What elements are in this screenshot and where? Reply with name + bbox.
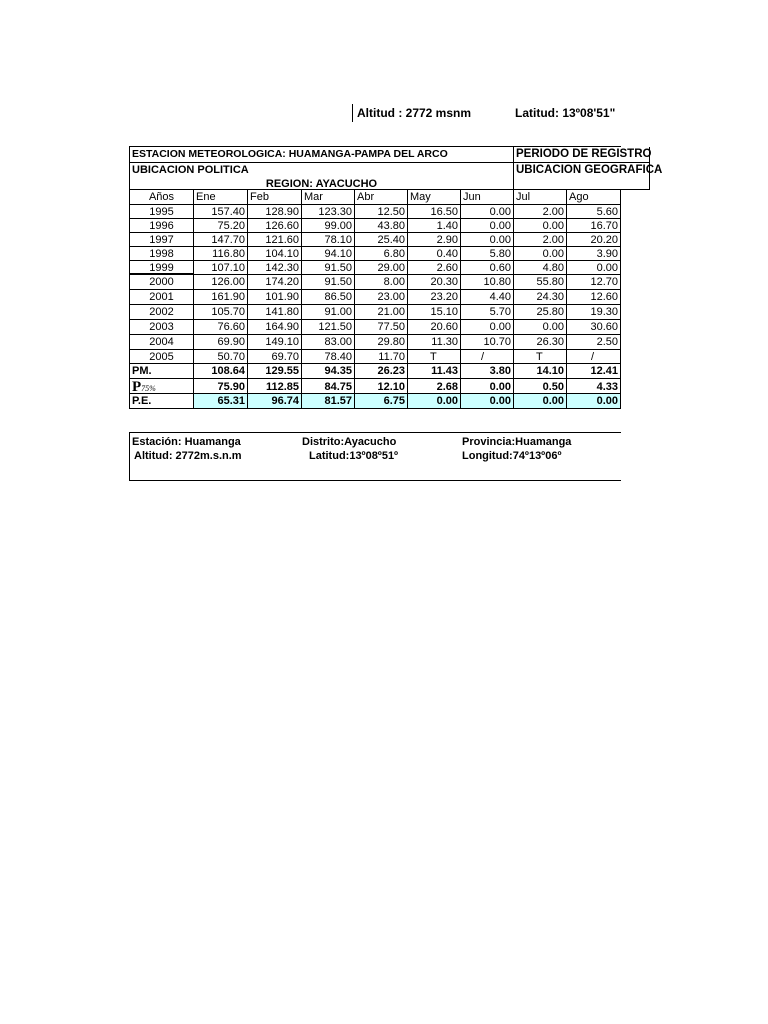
value-cell: 12.70: [567, 275, 621, 290]
value-cell: 126.60: [248, 219, 302, 233]
footer-provincia: Provincia:Huamanga: [462, 436, 572, 448]
p75-value: 75.90: [194, 379, 248, 394]
value-cell: 78.40: [302, 350, 355, 364]
value-cell: 4.40: [461, 290, 514, 305]
value-cell: 6.80: [355, 247, 408, 261]
p75-letter: P: [132, 379, 142, 395]
col-header-feb: Feb: [248, 190, 302, 205]
value-cell: 69.70: [248, 350, 302, 364]
col-header-jul: Jul: [514, 190, 567, 205]
p75-value: 112.85: [248, 379, 302, 394]
value-cell: 3.90: [567, 247, 621, 261]
p75-row: [130, 379, 650, 394]
pm-row: [130, 364, 650, 379]
value-cell: 50.70: [194, 350, 248, 364]
value-cell: 10.70: [461, 335, 514, 350]
value-cell: 161.90: [194, 290, 248, 305]
table-row: [130, 305, 650, 320]
value-cell: 99.00: [302, 219, 355, 233]
table-row: [130, 205, 650, 219]
year-cell: 1997: [130, 233, 194, 247]
pe-value: 6.75: [355, 394, 408, 409]
col-header-ago: Ago: [567, 190, 621, 205]
value-cell: 0.00: [514, 247, 567, 261]
value-cell: 2.00: [514, 205, 567, 219]
value-cell: 20.60: [408, 320, 461, 335]
pm-value: 12.41: [567, 364, 621, 379]
periodo-registro: PERIODO DE REGISTRO: [514, 147, 650, 163]
pm-value: 94.35: [302, 364, 355, 379]
col-header-may: May: [408, 190, 461, 205]
value-cell: 149.10: [248, 335, 302, 350]
table-row: [130, 261, 650, 275]
pm-value: 3.80: [461, 364, 514, 379]
value-cell: 5.70: [461, 305, 514, 320]
table-row: [130, 233, 650, 247]
pe-value: 0.00: [514, 394, 567, 409]
year-cell: 1995: [130, 205, 194, 219]
footer-estacion: Estación: Huamanga: [132, 436, 241, 448]
year-cell: 2004: [130, 335, 194, 350]
value-cell: 55.80: [514, 275, 567, 290]
pe-value: 96.74: [248, 394, 302, 409]
value-cell: 0.00: [461, 233, 514, 247]
value-cell: 5.60: [567, 205, 621, 219]
value-cell: 157.40: [194, 205, 248, 219]
value-cell: T: [514, 350, 567, 364]
value-cell: 128.90: [248, 205, 302, 219]
precipitation-table: [129, 146, 663, 409]
value-cell: 94.10: [302, 247, 355, 261]
table-row: [130, 247, 650, 261]
year-cell: 2001: [130, 290, 194, 305]
value-cell: 12.60: [567, 290, 621, 305]
value-cell: 86.50: [302, 290, 355, 305]
value-cell: 0.60: [461, 261, 514, 275]
value-cell: 101.90: [248, 290, 302, 305]
value-cell: 16.50: [408, 205, 461, 219]
p75-value: 2.68: [408, 379, 461, 394]
value-cell: 121.50: [302, 320, 355, 335]
cell-border-mark: [352, 104, 353, 122]
value-cell: 30.60: [567, 320, 621, 335]
value-cell: 0.00: [514, 320, 567, 335]
value-cell: /: [461, 350, 514, 364]
p75-value: 4.33: [567, 379, 621, 394]
value-cell: 75.20: [194, 219, 248, 233]
table-row: [130, 219, 650, 233]
pe-value: 0.00: [461, 394, 514, 409]
p75-value: 84.75: [302, 379, 355, 394]
value-cell: 23.20: [408, 290, 461, 305]
value-cell: 0.00: [514, 219, 567, 233]
pm-value: 14.10: [514, 364, 567, 379]
value-cell: 126.00: [194, 275, 248, 290]
year-cell: 2000: [130, 275, 194, 290]
pm-value: 26.23: [355, 364, 408, 379]
value-cell: 15.10: [408, 305, 461, 320]
value-cell: 25.40: [355, 233, 408, 247]
pe-label: P.E.: [130, 394, 194, 409]
value-cell: 11.30: [408, 335, 461, 350]
value-cell: 19.30: [567, 305, 621, 320]
p75-value: 0.00: [461, 379, 514, 394]
pm-value: 129.55: [248, 364, 302, 379]
value-cell: 5.80: [461, 247, 514, 261]
year-cell: 1999: [130, 261, 194, 275]
value-cell: 2.00: [514, 233, 567, 247]
value-cell: 12.50: [355, 205, 408, 219]
value-cell: 29.00: [355, 261, 408, 275]
column-header-row: [130, 190, 650, 205]
pe-value: 0.00: [408, 394, 461, 409]
table-row: [130, 275, 650, 290]
value-cell: 0.00: [461, 219, 514, 233]
value-cell: 76.60: [194, 320, 248, 335]
value-cell: 142.30: [248, 261, 302, 275]
value-cell: T: [408, 350, 461, 364]
region-row: [130, 179, 650, 190]
value-cell: 20.20: [567, 233, 621, 247]
value-cell: 91.50: [302, 275, 355, 290]
footer-latitud: Latitud:13º08º51º: [309, 450, 399, 462]
value-cell: 26.30: [514, 335, 567, 350]
pe-value: 0.00: [567, 394, 621, 409]
year-cell: 2002: [130, 305, 194, 320]
header-altitud: Altitud : 2772 msnm: [357, 106, 472, 120]
value-cell: 24.30: [514, 290, 567, 305]
pm-label: PM.: [130, 364, 194, 379]
footer-altitud: Altitud: 2772m.s.n.m: [134, 450, 242, 462]
value-cell: 21.00: [355, 305, 408, 320]
year-cell: 1998: [130, 247, 194, 261]
value-cell: 107.10: [194, 261, 248, 275]
value-cell: 105.70: [194, 305, 248, 320]
value-cell: 174.20: [248, 275, 302, 290]
value-cell: 2.90: [408, 233, 461, 247]
pe-row: [130, 394, 650, 409]
p75-label: [130, 379, 194, 394]
pe-value: 81.57: [302, 394, 355, 409]
value-cell: 78.10: [302, 233, 355, 247]
region-label: REGION: AYACUCHO: [130, 179, 514, 190]
pm-value: 11.43: [408, 364, 461, 379]
footer-distrito: Distrito:Ayacucho: [302, 436, 397, 448]
p75-value: 12.10: [355, 379, 408, 394]
pm-value: 108.64: [194, 364, 248, 379]
col-header-abr: Abr: [355, 190, 408, 205]
p75-value: 0.50: [514, 379, 567, 394]
title-row: [130, 147, 650, 163]
value-cell: 2.50: [567, 335, 621, 350]
value-cell: 4.80: [514, 261, 567, 275]
table-row: [130, 335, 650, 350]
value-cell: 123.30: [302, 205, 355, 219]
ubicacion-politica: UBICACION POLITICA: [130, 163, 514, 179]
region-blank: [514, 179, 650, 190]
value-cell: 164.90: [248, 320, 302, 335]
station-info-box: [129, 432, 621, 481]
value-cell: 25.80: [514, 305, 567, 320]
value-cell: 91.50: [302, 261, 355, 275]
value-cell: 0.00: [461, 320, 514, 335]
value-cell: 0.40: [408, 247, 461, 261]
year-cell: 2005: [130, 350, 194, 364]
value-cell: 116.80: [194, 247, 248, 261]
value-cell: 2.60: [408, 261, 461, 275]
value-cell: 121.60: [248, 233, 302, 247]
value-cell: 0.00: [567, 261, 621, 275]
p75-subscript: 75%: [141, 384, 156, 393]
value-cell: 20.30: [408, 275, 461, 290]
value-cell: 69.90: [194, 335, 248, 350]
value-cell: 10.80: [461, 275, 514, 290]
table-row: [130, 320, 650, 335]
ubicacion-geografica: UBICACION GEOGRAFICA: [514, 163, 650, 179]
table-row: [130, 290, 650, 305]
value-cell: 147.70: [194, 233, 248, 247]
value-cell: 43.80: [355, 219, 408, 233]
value-cell: 16.70: [567, 219, 621, 233]
value-cell: /: [567, 350, 621, 364]
year-cell: 2003: [130, 320, 194, 335]
value-cell: 104.10: [248, 247, 302, 261]
pe-value: 65.31: [194, 394, 248, 409]
value-cell: 77.50: [355, 320, 408, 335]
value-cell: 0.00: [461, 205, 514, 219]
col-header-mar: Mar: [302, 190, 355, 205]
value-cell: 1.40: [408, 219, 461, 233]
value-cell: 11.70: [355, 350, 408, 364]
value-cell: 29.80: [355, 335, 408, 350]
value-cell: 83.00: [302, 335, 355, 350]
footer-longitud: Longitud:74º13º06º: [462, 450, 562, 462]
col-header-ene: Ene: [194, 190, 248, 205]
header-latitud: Latitud: 13º08'51": [515, 106, 616, 120]
ubicacion-row: [130, 163, 663, 179]
station-title: ESTACION METEOROLOGICA: HUAMANGA-PAMPA DEL ARCO: [130, 147, 514, 163]
year-cell: 1996: [130, 219, 194, 233]
value-cell: 91.00: [302, 305, 355, 320]
value-cell: 23.00: [355, 290, 408, 305]
table-row: [130, 350, 650, 364]
col-header-anos: Años: [130, 190, 194, 205]
col-header-jun: Jun: [461, 190, 514, 205]
value-cell: 8.00: [355, 275, 408, 290]
value-cell: 141.80: [248, 305, 302, 320]
